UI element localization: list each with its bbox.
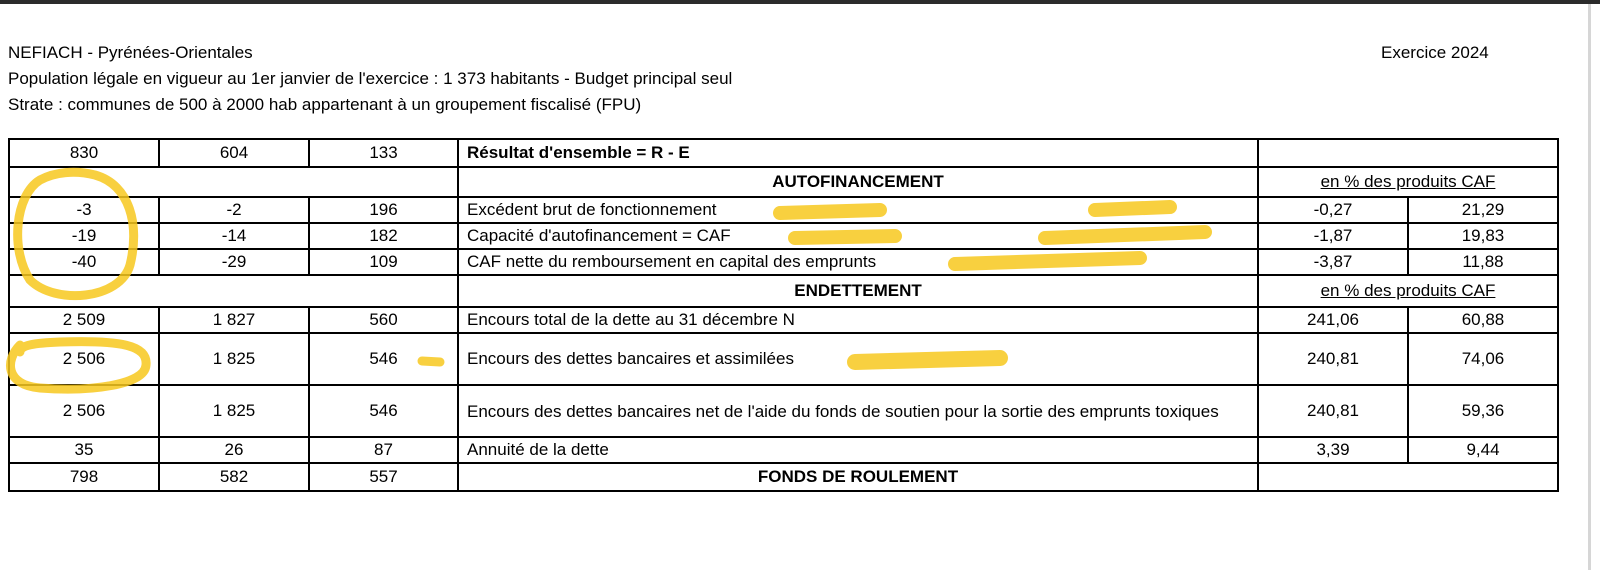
value-commune: -19 bbox=[9, 223, 159, 249]
pct-strata: 19,83 bbox=[1408, 223, 1558, 249]
pct-commune: -1,87 bbox=[1258, 223, 1408, 249]
pct-strata: 74,06 bbox=[1408, 333, 1558, 385]
value-commune: 2 506 bbox=[9, 333, 159, 385]
value-strata-average: 196 bbox=[309, 197, 458, 223]
row-label bbox=[458, 333, 1258, 385]
blank-cell bbox=[9, 167, 458, 197]
value-strata-average: 546 bbox=[309, 385, 458, 437]
table-row bbox=[9, 249, 1558, 275]
pct-commune: 240,81 bbox=[1258, 385, 1408, 437]
value-per-habitant: -2 bbox=[159, 197, 309, 223]
value-strata-average: 557 bbox=[309, 463, 458, 491]
pct-commune: -0,27 bbox=[1258, 197, 1408, 223]
window-top-bar bbox=[0, 0, 1600, 4]
value-per-habitant: 1 825 bbox=[159, 333, 309, 385]
row-label bbox=[458, 197, 1258, 223]
value-strata-average: 109 bbox=[309, 249, 458, 275]
strata-line: Strate : communes de 500 à 2000 hab appartenant à un groupement fiscalisé (FPU) bbox=[8, 95, 642, 114]
row-label bbox=[458, 249, 1258, 275]
row-label-text: CAF nette du remboursement en capital des emprunts bbox=[467, 252, 877, 271]
value-per-habitant: -29 bbox=[159, 249, 309, 275]
pct-commune: 3,39 bbox=[1258, 437, 1408, 463]
value-per-habitant: 1 827 bbox=[159, 307, 309, 333]
pct-header-text: en % des produits CAF bbox=[1320, 172, 1496, 191]
row-label-text: Encours des dettes bancaires net de l'aide du fonds de soutien pour la sortie des emprunts toxiques bbox=[467, 401, 1219, 421]
pct-header bbox=[1258, 275, 1558, 307]
pct-strata: 11,88 bbox=[1408, 249, 1558, 275]
value-per-habitant: -14 bbox=[159, 223, 309, 249]
population-line: Population légale en vigueur au 1er janvier de l'exercice : 1 373 habitants - Budget principal seul bbox=[8, 69, 733, 88]
table-row bbox=[9, 197, 1558, 223]
pct-commune: 240,81 bbox=[1258, 333, 1408, 385]
section-title: ENDETTEMENT bbox=[458, 275, 1258, 307]
value-strata-average: 87 bbox=[309, 437, 458, 463]
table-row bbox=[9, 307, 1558, 333]
value-per-habitant: 604 bbox=[159, 139, 309, 167]
row-label bbox=[458, 307, 1258, 333]
row-label-text: Encours des dettes bancaires et assimilées bbox=[467, 349, 794, 368]
value-per-habitant: 26 bbox=[159, 437, 309, 463]
value-commune: 2 506 bbox=[9, 385, 159, 437]
row-label-text: Résultat d'ensemble = R - E bbox=[467, 143, 690, 162]
financial-ratios-table bbox=[8, 138, 1559, 492]
section-title: FONDS DE ROULEMENT bbox=[458, 463, 1258, 491]
table-row bbox=[9, 167, 1558, 197]
value-commune: 798 bbox=[9, 463, 159, 491]
table-row bbox=[9, 223, 1558, 249]
row-label bbox=[458, 223, 1258, 249]
table-row bbox=[9, 463, 1558, 491]
value-commune: 830 bbox=[9, 139, 159, 167]
row-label-text: Excédent brut de fonctionnement bbox=[467, 200, 717, 219]
value-commune: -40 bbox=[9, 249, 159, 275]
table-row bbox=[9, 333, 1558, 385]
pct-empty bbox=[1258, 463, 1558, 491]
value-commune: 2 509 bbox=[9, 307, 159, 333]
value-commune: 35 bbox=[9, 437, 159, 463]
table-row bbox=[9, 437, 1558, 463]
value-strata-average: 133 bbox=[309, 139, 458, 167]
row-label bbox=[458, 139, 1258, 167]
exercise-year: Exercice 2024 bbox=[1381, 43, 1489, 62]
value-strata-average: 546 bbox=[309, 333, 458, 385]
value-strata-average: 182 bbox=[309, 223, 458, 249]
pct-strata: 21,29 bbox=[1408, 197, 1558, 223]
value-commune: -3 bbox=[9, 197, 159, 223]
pct-header-text: en % des produits CAF bbox=[1320, 281, 1496, 300]
page-scroll-edge bbox=[1588, 4, 1591, 570]
row-label-text: Encours total de la dette au 31 décembre N bbox=[467, 310, 795, 329]
row-label bbox=[458, 385, 1258, 437]
row-label bbox=[458, 437, 1258, 463]
pct-commune: -3,87 bbox=[1258, 249, 1408, 275]
table-row bbox=[9, 275, 1558, 307]
pct-strata: 9,44 bbox=[1408, 437, 1558, 463]
pct-strata: 59,36 bbox=[1408, 385, 1558, 437]
value-per-habitant: 1 825 bbox=[159, 385, 309, 437]
row-label-text: Capacité d'autofinancement = CAF bbox=[467, 226, 731, 245]
commune-title: NEFIACH - Pyrénées-Orientales bbox=[8, 43, 253, 62]
pct-commune: 241,06 bbox=[1258, 307, 1408, 333]
pct-empty bbox=[1258, 139, 1558, 167]
pct-header bbox=[1258, 167, 1558, 197]
table-row bbox=[9, 139, 1558, 167]
value-strata-average: 560 bbox=[309, 307, 458, 333]
value-per-habitant: 582 bbox=[159, 463, 309, 491]
section-title: AUTOFINANCEMENT bbox=[458, 167, 1258, 197]
table-row bbox=[9, 385, 1558, 437]
pct-strata: 60,88 bbox=[1408, 307, 1558, 333]
blank-cell bbox=[9, 275, 458, 307]
row-label-text: Annuité de la dette bbox=[467, 440, 609, 459]
